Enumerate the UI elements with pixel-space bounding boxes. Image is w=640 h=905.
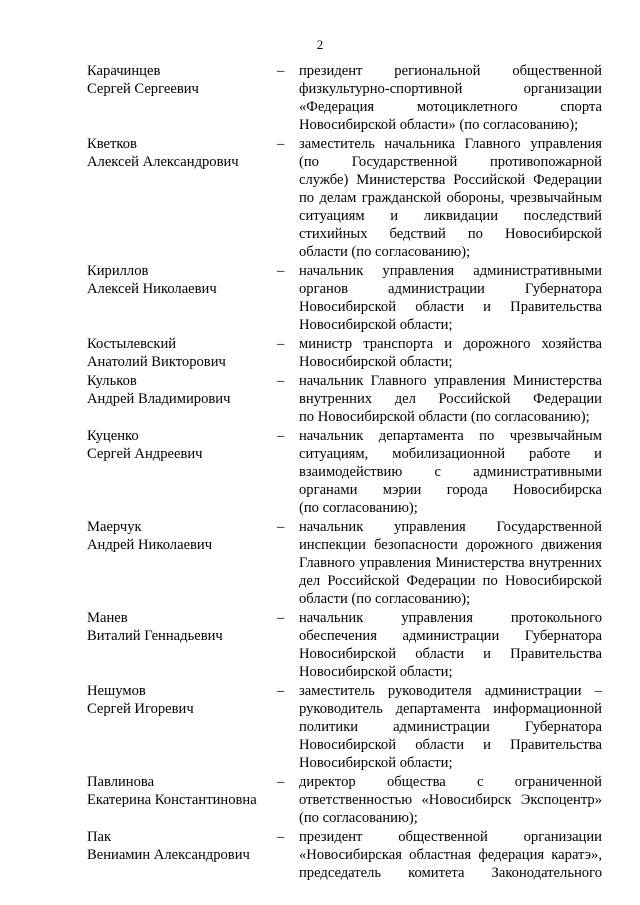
member-surname: Павлинова [87, 774, 155, 790]
member-name [87, 828, 277, 882]
position-line: (по согласованию); [299, 810, 418, 826]
position-line: инспекции безопасности дорожного движения [299, 537, 602, 553]
member-surname: Кириллов [87, 263, 149, 279]
position-line: Новосибирской области и Правительства [299, 299, 602, 315]
position-line: Главного управления Министерства внутренних [299, 555, 602, 571]
position-line: ситуациям, мобилизационной работе и [299, 446, 602, 462]
position-line: заместитель начальника Главного управления [299, 136, 602, 152]
member-position [299, 135, 602, 261]
position-line: Новосибирской области и Правительства [299, 646, 602, 662]
position-line: Новосибирской области; [299, 354, 453, 370]
member-entry [87, 372, 602, 426]
member-given-names: Алексей Александрович [87, 154, 239, 170]
member-name [87, 427, 277, 517]
position-line: Новосибирской области; [299, 664, 453, 680]
member-given-names: Андрей Николаевич [87, 537, 213, 553]
separator-dash: – [277, 774, 285, 790]
position-line: физкультурно-спортивной организации [299, 81, 602, 97]
member-name [87, 682, 277, 772]
member-position [299, 62, 602, 134]
position-line: ответственностью «Новосибирск Экспоцентр» [299, 792, 602, 808]
member-name [87, 773, 277, 827]
position-line: области (по согласованию); [299, 244, 471, 260]
position-line: по делам гражданской обороны, чрезвычайным [299, 190, 602, 206]
separator-dash: – [277, 519, 285, 535]
member-surname: Маерчук [87, 519, 142, 535]
member-given-names: Вениамин Александрович [87, 847, 250, 863]
member-position [299, 372, 602, 426]
separator-dash: – [277, 263, 285, 279]
separator-dash: – [277, 373, 285, 389]
separator-dash: – [277, 136, 285, 152]
member-surname: Карачинцев [87, 63, 161, 79]
separator-dash: – [277, 683, 285, 699]
member-given-names: Екатерина Константиновна [87, 792, 257, 808]
position-line: Новосибирской области» (по согласованию); [299, 117, 579, 133]
position-line: взаимодействию с административными [299, 464, 602, 480]
separator-dash: – [277, 610, 285, 626]
member-name [87, 335, 277, 371]
member-entry [87, 609, 602, 681]
position-line: Новосибирской области; [299, 755, 453, 771]
member-surname: Манев [87, 610, 128, 626]
member-entry [87, 682, 602, 772]
position-line: начальник управления протокольного [299, 610, 602, 626]
position-line: председатель комитета Законодательного [299, 865, 602, 881]
member-entry [87, 427, 602, 517]
member-entry [87, 135, 602, 261]
member-given-names: Анатолий Викторович [87, 354, 226, 370]
member-position [299, 773, 602, 827]
position-line: заместитель руководителя администрации – [299, 683, 602, 699]
separator-dash: – [277, 829, 285, 845]
member-position [299, 682, 602, 772]
member-entry [87, 773, 602, 827]
position-line: Новосибирской области и Правительства [299, 737, 602, 753]
position-line: службе) Министерства Российской Федерации [299, 172, 602, 188]
position-line: Новосибирской области; [299, 317, 453, 333]
position-line: обеспечения администрации Губернатора [299, 628, 602, 644]
member-given-names: Сергей Андреевич [87, 446, 203, 462]
member-position [299, 262, 602, 334]
position-line: (по Государственной противопожарной [299, 154, 602, 170]
member-name [87, 518, 277, 608]
member-name [87, 609, 277, 681]
position-line: начальник управления административными [299, 263, 602, 279]
position-line: президент общественной организации [299, 829, 602, 845]
position-line: ситуациям и ликвидации последствий [299, 208, 602, 224]
member-name [87, 135, 277, 261]
member-given-names: Сергей Игоревич [87, 701, 194, 717]
member-name [87, 62, 277, 134]
position-line: руководитель департамента информационной [299, 701, 602, 717]
member-surname: Кульков [87, 373, 137, 389]
member-entry [87, 335, 602, 371]
position-line: министр транспорта и дорожного хозяйства [299, 336, 602, 352]
member-position [299, 828, 602, 882]
position-line: области (по согласованию); [299, 591, 471, 607]
position-line: (по согласованию); [299, 500, 418, 516]
position-line: политики администрации Губернатора [299, 719, 602, 735]
position-line: внутренних дел Российской Федерации [299, 391, 602, 407]
position-line: начальник управления Государственной [299, 519, 602, 535]
member-position [299, 335, 602, 371]
position-line: дел Российской Федерации по Новосибирской [299, 573, 602, 589]
position-line: директор общества с ограниченной [299, 774, 602, 790]
member-name [87, 372, 277, 426]
separator-dash: – [277, 63, 285, 79]
page-number: 2 [316, 37, 324, 52]
member-surname: Пак [87, 829, 112, 845]
position-line: начальник Главного управления Министерства [299, 373, 602, 389]
position-line: органами мэрии города Новосибирска [299, 482, 602, 498]
position-line: «Новосибирская областная федерация каратэ», [299, 847, 602, 863]
member-entry [87, 262, 602, 334]
separator-dash: – [277, 336, 285, 352]
separator-dash: – [277, 428, 285, 444]
member-entry [87, 62, 602, 134]
member-given-names: Сергей Сергеевич [87, 81, 199, 97]
position-line: «Федерация мотоциклетного спорта [299, 99, 602, 115]
member-given-names: Алексей Николаевич [87, 281, 217, 297]
member-given-names: Виталий Геннадьевич [87, 628, 223, 644]
member-surname: Кветков [87, 136, 137, 152]
member-name [87, 262, 277, 334]
member-list [87, 62, 602, 883]
member-entry [87, 518, 602, 608]
position-line: президент региональной общественной [299, 63, 602, 79]
member-position [299, 609, 602, 681]
member-position [299, 427, 602, 517]
position-line: начальник департамента по чрезвычайным [299, 428, 602, 444]
member-entry [87, 828, 602, 882]
member-surname: Костылевский [87, 336, 177, 352]
member-position [299, 518, 602, 608]
position-line: по Новосибирской области (по согласованию); [299, 409, 590, 425]
member-given-names: Андрей Владимирович [87, 391, 231, 407]
position-line: органов администрации Губернатора [299, 281, 602, 297]
member-surname: Куценко [87, 428, 139, 444]
position-line: стихийных бедствий по Новосибирской [299, 226, 602, 242]
member-surname: Нешумов [87, 683, 146, 699]
